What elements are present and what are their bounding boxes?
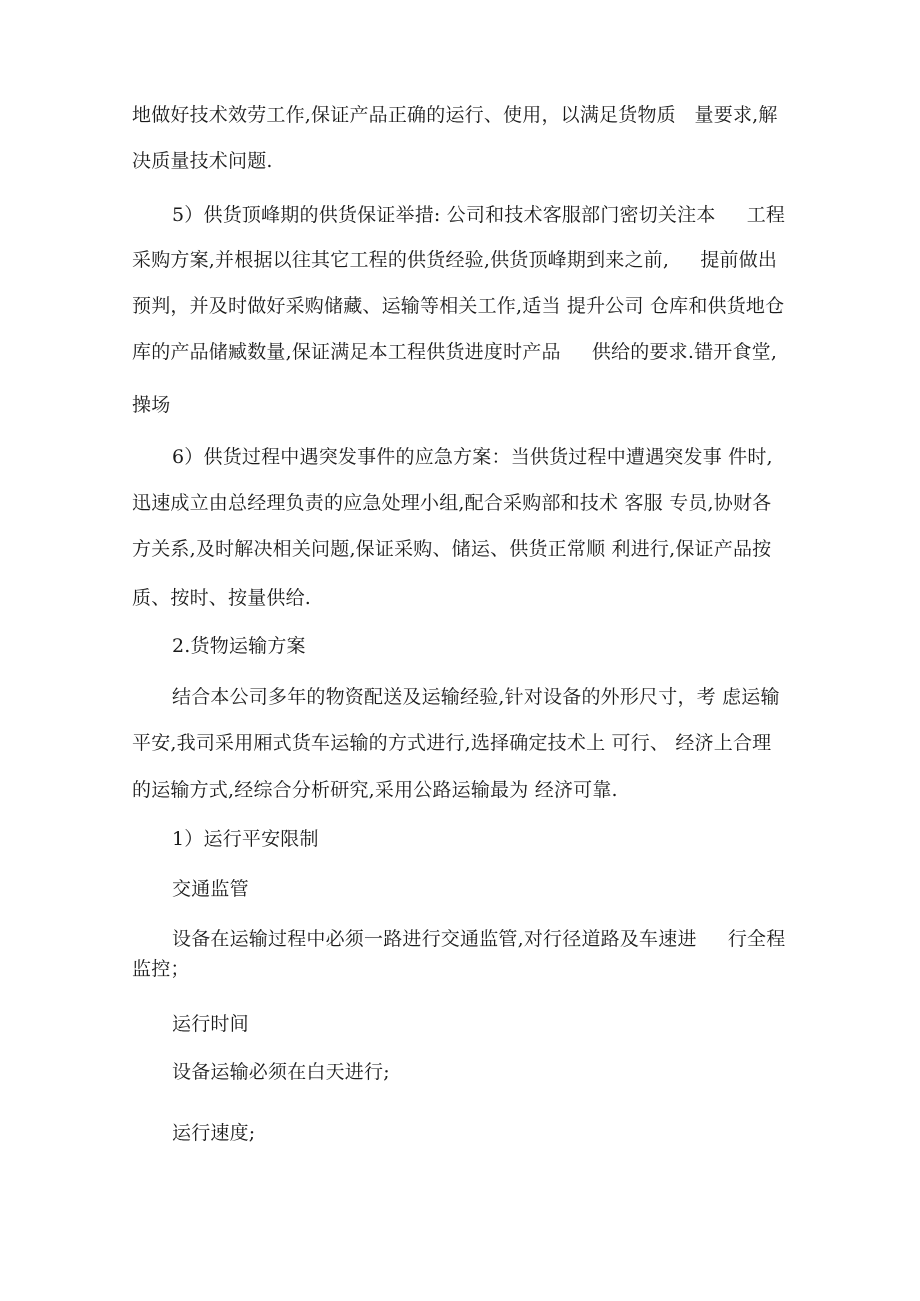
text-line: 设备运输必须在白天进行;: [172, 1061, 390, 1083]
text-line: 的运输方式,经综合分析研究,采用公路运输最为 经济可靠.: [132, 779, 618, 801]
text-line: 迅速成立由总经理负责的应急处理小组,配合采购部和技术 客服 专员,协财各: [132, 492, 772, 514]
subheading: 运行时间: [172, 1013, 249, 1035]
text-line: 设备在运输过程中必须一路进行交通监管,对行径道路及车速进 行全程: [172, 928, 786, 950]
subheading: 1）运行平安限制: [172, 828, 319, 850]
text-line: 6）供货过程中遇突发事件的应急方案：当供货过程中遭遇突发事 件时,: [172, 446, 773, 468]
text-line: 采购方案,并根据以往其它工程的供货经验,供货顶峰期到来之前, 提前做出: [132, 249, 778, 271]
text-line: 平安,我司采用厢式货车运输的方式进行,选择确定技术上 可行、 经济上合理: [132, 732, 772, 754]
text-line: 预判，并及时做好采购储藏、运输等相关工作,适当 提升公司 仓库和供货地仓: [132, 295, 785, 317]
text-line: 库的产品储臧数量,保证满足本工程供货进度时产品 供给的要求.错开食堂,: [132, 341, 778, 363]
text-line: 方关系,及时解决相关问题,保证采购、储运、供货正常顺 利进行,保证产品按: [132, 538, 772, 560]
text-line: 操场: [132, 394, 171, 416]
text-line: 决质量技术问题.: [132, 150, 273, 172]
text-line: 地做好技术效劳工作,保证产品正确的运行、使用，以满足货物质 量要求,解: [132, 104, 778, 126]
text-line: 监控；: [132, 958, 190, 980]
text-line: 质、按时、按量供给.: [132, 587, 312, 609]
text-line: 结合本公司多年的物资配送及运输经验,针对设备的外形尺寸，考 虑运输: [172, 686, 780, 708]
section-heading: 2.货物运输方案: [172, 635, 306, 657]
subheading: 运行速度;: [172, 1122, 256, 1144]
subheading: 交通监管: [172, 878, 249, 900]
text-line: 5）供货顶峰期的供货保证举措: 公司和技术客服部门密切关注本 工程: [172, 204, 786, 226]
